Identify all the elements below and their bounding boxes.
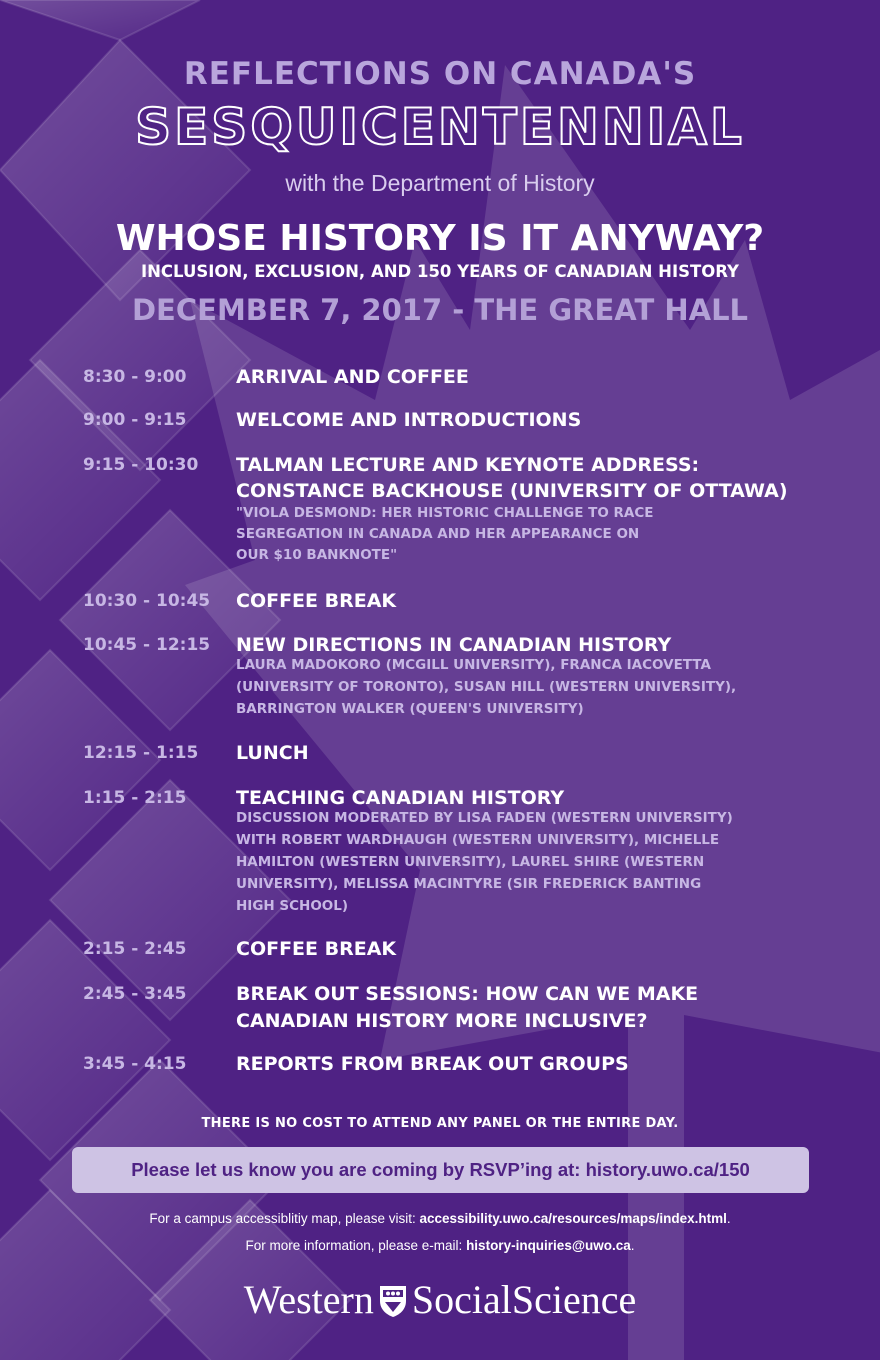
schedule-detail: "VIOLA DESMOND: HER HISTORIC CHALLENGE TO RACE [236, 505, 654, 521]
schedule-title: COFFEE BREAK [236, 590, 397, 612]
schedule-detail: HAMILTON (WESTERN UNIVERSITY), LAUREL SHIRE (WESTERN [236, 854, 705, 870]
schedule-time: 12:15 - 1:15 [83, 743, 199, 763]
schedule-detail: SEGREGATION IN CANADA AND HER APPEARANCE ON [236, 526, 640, 542]
schedule-detail: BARRINGTON WALKER (QUEEN'S UNIVERSITY) [236, 701, 584, 717]
event-title: WHOSE HISTORY IS IT ANYWAY? [115, 218, 765, 259]
map-info-line [0, 1211, 880, 1226]
map-end: . [726, 1211, 731, 1226]
email-info-line [0, 1238, 880, 1253]
schedule-title: REPORTS FROM BREAK OUT GROUPS [236, 1053, 629, 1075]
rsvp-link[interactable]: history.uwo.ca/150 [585, 1159, 750, 1180]
schedule-title: LUNCH [236, 742, 309, 764]
email-link[interactable]: history-inquiries@uwo.ca [466, 1238, 631, 1253]
logo-western: Western [243, 1277, 374, 1322]
schedule-time: 8:30 - 9:00 [83, 367, 187, 387]
event-date: DECEMBER 7, 2017 - THE GREAT HALL [131, 293, 749, 327]
schedule-time: 10:30 - 10:45 [83, 591, 211, 611]
logo-social-science: SocialScience [411, 1277, 637, 1322]
event-subtitle: INCLUSION, EXCLUSION, AND 150 YEARS OF CANADIAN HISTORY [140, 262, 739, 281]
western-social-science-logo [0, 1276, 880, 1323]
cost-note: THERE IS NO COST TO ATTEND ANY PANEL OR THE ENTIRE DAY. [201, 1116, 679, 1131]
schedule-time: 3:45 - 4:15 [83, 1054, 187, 1074]
schedule-title: TALMAN LECTURE AND KEYNOTE ADDRESS: [236, 454, 700, 476]
schedule-detail: HIGH SCHOOL) [236, 898, 349, 914]
shield-crest-icon [378, 1283, 408, 1319]
map-text: For a campus accessiblitiy map, please visit: [149, 1211, 416, 1226]
schedule-detail: WITH ROBERT WARDHAUGH (WESTERN UNIVERSITY), MICHELLE [236, 832, 720, 848]
map-link[interactable]: accessibility.uwo.ca/resources/maps/index.html [419, 1211, 727, 1226]
schedule-title: WELCOME AND INTRODUCTIONS [236, 409, 582, 431]
schedule-time: 9:15 - 10:30 [83, 455, 199, 475]
schedule-time: 10:45 - 12:15 [83, 635, 211, 655]
schedule-time: 2:15 - 2:45 [83, 939, 187, 959]
schedule-time: 2:45 - 3:45 [83, 984, 187, 1004]
header-subline: with the Department of History [285, 170, 595, 196]
schedule-title: NEW DIRECTIONS IN CANADIAN HISTORY [236, 634, 672, 656]
rsvp-text: Please let us know you are coming by RSVP’ing at: [131, 1159, 581, 1180]
schedule-detail: OUR $10 BANKNOTE" [236, 547, 398, 563]
schedule-title: TEACHING CANADIAN HISTORY [236, 787, 565, 809]
schedule-title: ARRIVAL AND COFFEE [236, 366, 469, 388]
schedule-title: CONSTANCE BACKHOUSE (UNIVERSITY OF OTTAWA) [236, 480, 788, 502]
schedule-detail: (UNIVERSITY OF TORONTO), SUSAN HILL (WESTERN UNIVERSITY), [236, 679, 737, 695]
header-sesquicentennial: SESQUICENTENNIAL [135, 98, 745, 156]
email-text: For more information, please e-mail: [245, 1238, 463, 1253]
schedule-detail: LAURA MADOKORO (MCGILL UNIVERSITY), FRANCA IACOVETTA [236, 657, 711, 673]
schedule-title: COFFEE BREAK [236, 938, 397, 960]
header-line-1: REFLECTIONS ON CANADA'S [183, 56, 697, 92]
email-end: . [630, 1238, 635, 1253]
schedule-detail: UNIVERSITY), MELISSA MACINTYRE (SIR FREDERICK BANTING [236, 876, 702, 892]
schedule-detail: DISCUSSION MODERATED BY LISA FADEN (WESTERN UNIVERSITY) [236, 810, 733, 826]
schedule-time: 9:00 - 9:15 [83, 410, 187, 430]
schedule-title: CANADIAN HISTORY MORE INCLUSIVE? [236, 1010, 648, 1032]
rsvp-banner [72, 1147, 809, 1193]
schedule-time: 1:15 - 2:15 [83, 788, 187, 808]
schedule-title: BREAK OUT SESSIONS: HOW CAN WE MAKE [236, 983, 699, 1005]
